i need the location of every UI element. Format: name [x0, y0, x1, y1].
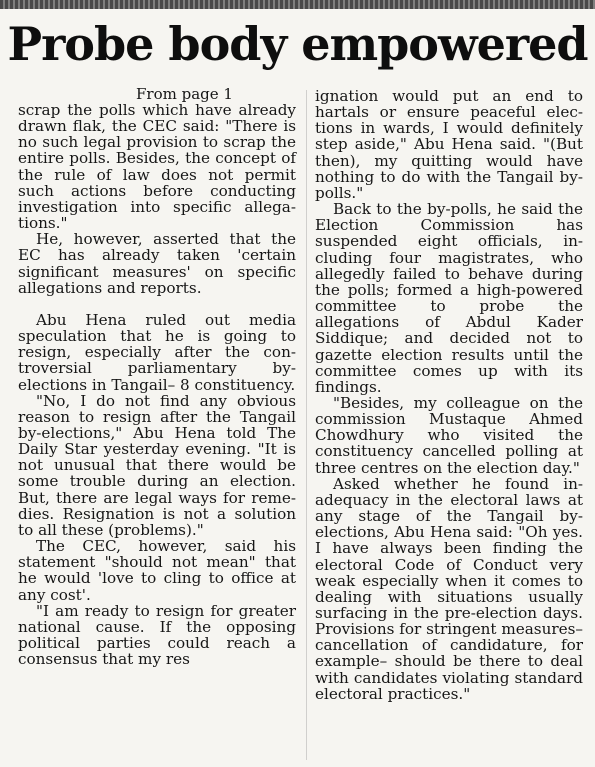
- paragraph: ignation would put an end to hartals or ensure peaceful elections in wards, I would definitely step aside," Abu Hena said. "(But then), my quitting would have nothing to do with the Tangail by-polls.": [315, 87, 583, 202]
- paragraph: Abu Hena ruled out media speculation that he is going to resign, especially after the controversial parliamentary by-elections in Tangail– 8 constituency.: [18, 310, 296, 394]
- paragraph: The CEC, however, said his statement "should not mean" that he would 'love to cling to office at any cost'.: [18, 537, 296, 604]
- paragraph: scrap the polls which have already drawn flak, the CEC said: "There is no such legal provision to scrap the entire polls. Besides, the concept of the rule of law does not permit such actions before conducting investigation into specific allegations.": [18, 101, 296, 233]
- headline: Probe body empowered: [7, 17, 588, 71]
- paragraph: "No, I do not find any obvious reason to resign after the Tangail by-elections," Abu Hena told The Daily Star yesterday evening. "It is not unusual that there would be some trouble during an election. But, there are legal ways for remedies. Resignation is not a solution to all these (problems).": [18, 391, 296, 539]
- column-divider: [306, 90, 307, 760]
- article-column-left: [18, 86, 296, 667]
- paragraph: He, however, asserted that the EC has already taken 'certain significant measures' on specific allegations and reports.: [18, 230, 296, 297]
- top-border-rule: [0, 0, 595, 9]
- paragraph: Back to the by-polls, he said the Election Commission has suspended eight officials, including four magistrates, who allegedly failed to behave during the polls; formed a high-powered committee to probe the allegations of Abdul Kader Siddique; and decided not to gazette election results until the committee comes up with its findings.: [315, 200, 583, 396]
- paragraph: Asked whether he found inadequacy in the electoral laws at any stage of the Tangail by-elections, Abu Hena said: "Oh yes. I have always been finding the electoral Code of Conduct very weak especially when it comes to dealing with situations usually surfacing in the pre-election days. Provisions for stringent measures– cancellation of candidature, for example– should be there to deal with candidates violating standard electoral practices.": [315, 474, 583, 703]
- article-column-right: [315, 88, 583, 702]
- paragraph: "I am ready to resign for greater national cause. If the opposing political parties could reach a consensus that my res: [18, 601, 296, 669]
- continued-from-label: From page 1: [136, 85, 233, 103]
- paragraph: "Besides, my colleague on the commission Mustaque Ahmed Chowdhury who visited the constituency cancelled polling at three centres on the election day.": [315, 393, 583, 477]
